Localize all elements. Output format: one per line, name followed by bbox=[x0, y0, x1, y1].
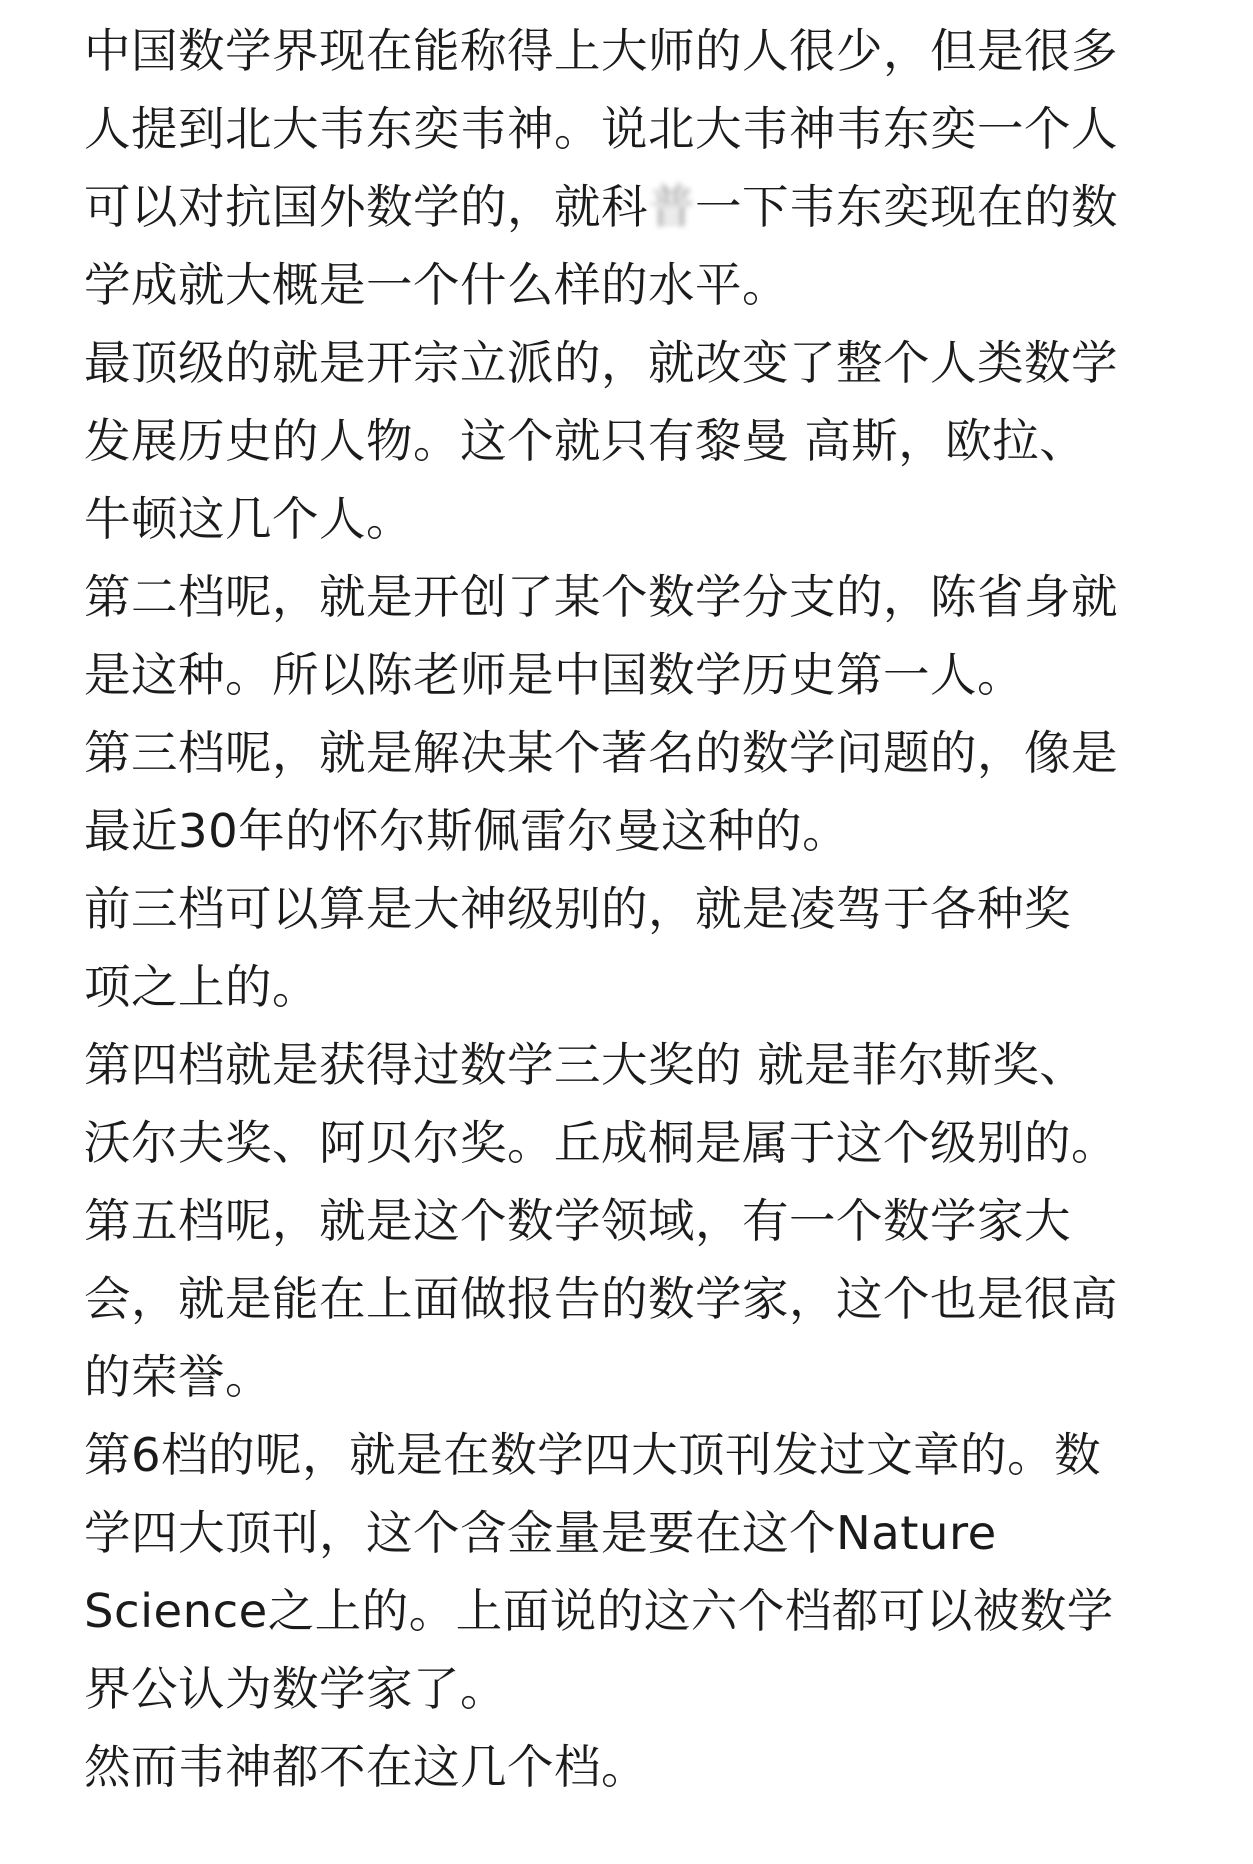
text-line: 的荣誉。 bbox=[84, 1350, 272, 1404]
text-line: 第6档的呢，就是在数学四大顶刊发过文章的。数 bbox=[84, 1428, 1102, 1482]
paragraph-tier-5 bbox=[84, 1182, 1224, 1416]
text-line: 项之上的。 bbox=[84, 960, 319, 1014]
paragraph-tier-2 bbox=[84, 558, 1224, 714]
text-line: 界公认为数学家了。 bbox=[84, 1662, 507, 1716]
text-line: 最顶级的就是开宗立派的，就改变了整个人类数学 bbox=[84, 336, 1118, 390]
text-line: 人提到北大韦东奕韦神。说北大韦神韦东奕一个人 bbox=[84, 102, 1118, 156]
text-line: 是这种。所以陈老师是中国数学历史第一人。 bbox=[84, 648, 1024, 702]
text-line: 发展历史的人物。这个就只有黎曼 高斯，欧拉、 bbox=[84, 414, 1087, 468]
text-line: 牛顿这几个人。 bbox=[84, 492, 413, 546]
text-segment: 可以对抗国外数学的，就科 bbox=[84, 180, 648, 234]
text-line: 前三档可以算是大神级别的，就是凌驾于各种奖 bbox=[84, 882, 1071, 936]
text-line: 然而韦神都不在这几个档。 bbox=[84, 1740, 648, 1794]
blurred-character: 普 bbox=[648, 180, 695, 234]
paragraph-tier-4 bbox=[84, 1026, 1224, 1182]
text-line bbox=[84, 168, 1224, 246]
paragraph-tier-6 bbox=[84, 1416, 1224, 1728]
text-segment: 一下韦东奕现在的数 bbox=[695, 180, 1118, 234]
text-line: 第三档呢，就是解决某个著名的数学问题的，像是 bbox=[84, 726, 1118, 780]
text-line: 最近30年的怀尔斯佩雷尔曼这种的。 bbox=[84, 804, 850, 858]
paragraph-top-three bbox=[84, 870, 1224, 1026]
text-line: 中国数学界现在能称得上大师的人很少，但是很多 bbox=[84, 24, 1118, 78]
text-line: 学成就大概是一个什么样的水平。 bbox=[84, 258, 789, 312]
text-line: 第五档呢，就是这个数学领域，有一个数学家大 bbox=[84, 1194, 1071, 1248]
text-line: Science之上的。上面说的这六个档都可以被数学 bbox=[84, 1584, 1114, 1638]
paragraph-conclusion bbox=[84, 1728, 1224, 1806]
paragraph-tier-3 bbox=[84, 714, 1224, 870]
text-line: 学四大顶刊，这个含金量是要在这个Nature bbox=[84, 1506, 997, 1560]
text-line: 第二档呢，就是开创了某个数学分支的，陈省身就 bbox=[84, 570, 1118, 624]
text-line: 第四档就是获得过数学三大奖的 就是菲尔斯奖、 bbox=[84, 1038, 1087, 1092]
text-line: 会，就是能在上面做报告的数学家，这个也是很高 bbox=[84, 1272, 1118, 1326]
note-body bbox=[84, 12, 1224, 1806]
text-line: 沃尔夫奖、阿贝尔奖。丘成桐是属于这个级别的。 bbox=[84, 1116, 1118, 1170]
paragraph-tier-1 bbox=[84, 324, 1224, 558]
paragraph-intro bbox=[84, 12, 1224, 324]
